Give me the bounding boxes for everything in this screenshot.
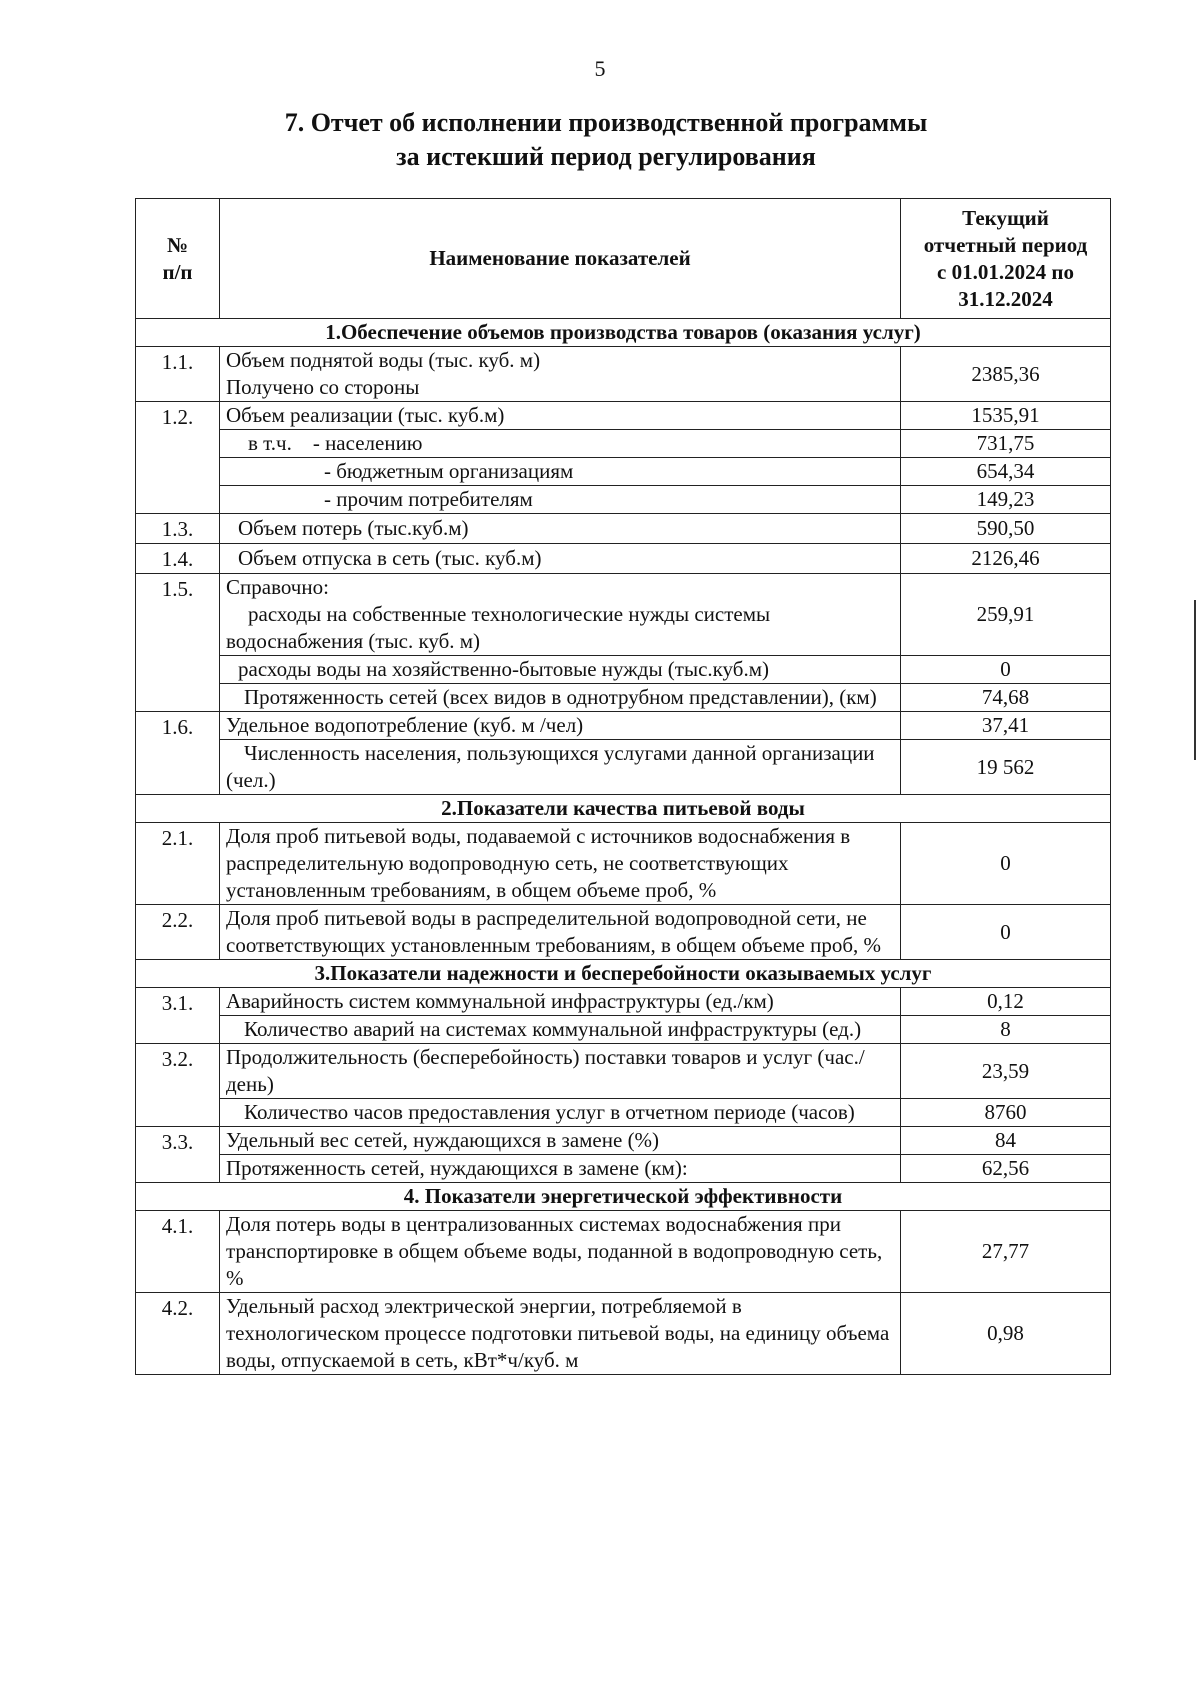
row-name: - прочим потребителям	[220, 486, 901, 514]
row-value: 84	[901, 1127, 1111, 1155]
table-row	[136, 544, 1111, 574]
row-name: Протяженность сетей, нуждающихся в замене (км):	[220, 1155, 901, 1183]
section-row	[136, 795, 1111, 823]
row-name: Удельное водопотребление (куб. м /чел)	[220, 712, 901, 740]
row-name: Объем потерь (тыс.куб.м)	[220, 514, 901, 544]
section-title-3: 3.Показатели надежности и бесперебойности оказываемых услуг	[136, 960, 1111, 988]
row-value: 0	[901, 905, 1111, 960]
row-number: 3.1.	[136, 988, 220, 1044]
row-name	[220, 347, 901, 402]
row-value: 8760	[901, 1099, 1111, 1127]
table-row	[136, 1016, 1111, 1044]
row-number: 1.4.	[136, 544, 220, 574]
section-row	[136, 319, 1111, 347]
table-row	[136, 347, 1111, 402]
row-value: 74,68	[901, 684, 1111, 712]
row-value: 0,98	[901, 1293, 1111, 1375]
row-value: 2385,36	[901, 347, 1111, 402]
section-title-1: 1.Обеспечение объемов производства товаров (оказания услуг)	[136, 319, 1111, 347]
row-value: 62,56	[901, 1155, 1111, 1183]
row-name: Количество часов предоставления услуг в отчетном периоде (часов)	[220, 1099, 901, 1127]
table-row	[136, 1127, 1111, 1155]
row-value: 23,59	[901, 1044, 1111, 1099]
row-number: 4.2.	[136, 1293, 220, 1375]
table-row	[136, 905, 1111, 960]
row-name: Удельный вес сетей, нуждающихся в замене (%)	[220, 1127, 901, 1155]
table-row	[136, 430, 1111, 458]
row-value: 8	[901, 1016, 1111, 1044]
table-row	[136, 1044, 1111, 1099]
row-value: 149,23	[901, 486, 1111, 514]
table-row	[136, 988, 1111, 1016]
row-value: 1535,91	[901, 402, 1111, 430]
row-value: 37,41	[901, 712, 1111, 740]
table-row	[136, 1155, 1111, 1183]
table-row	[136, 823, 1111, 905]
row-name-line: Объем поднятой воды (тыс. куб. м)	[226, 348, 541, 372]
title-line-2: за истекший период регулирования	[396, 142, 816, 171]
document-title	[0, 106, 1200, 174]
table-row	[136, 740, 1111, 795]
row-name-line: расходы на собственные технологические нужды системы водоснабжения (тыс. куб. м)	[226, 602, 771, 653]
row-value: 19 562	[901, 740, 1111, 795]
row-name: расходы воды на хозяйственно-бытовые нужды (тыс.куб.м)	[220, 656, 901, 684]
section-title-2: 2.Показатели качества питьевой воды	[136, 795, 1111, 823]
page-number: 5	[594, 56, 606, 81]
header-number-symbol: №	[166, 232, 189, 257]
table-row	[136, 574, 1111, 656]
scan-edge-line	[1194, 600, 1196, 760]
row-number: 2.2.	[136, 905, 220, 960]
row-value: 590,50	[901, 514, 1111, 544]
row-name-line: Справочно:	[226, 575, 329, 599]
row-value: 0	[901, 656, 1111, 684]
table-header	[136, 199, 1111, 319]
header-period-line: 31.12.2024	[958, 286, 1053, 311]
table-row	[136, 1293, 1111, 1375]
header-number-label: п/п	[162, 259, 193, 284]
section-title-4: 4. Показатели энергетической эффективности	[136, 1183, 1111, 1211]
row-name	[220, 574, 901, 656]
header-number	[136, 199, 220, 319]
table-row	[136, 684, 1111, 712]
row-value: 2126,46	[901, 544, 1111, 574]
row-name: Доля проб питьевой воды, подаваемой с источников водоснабжения в распределительную водопроводную сеть, не соответствующих установленным требованиям, в общем объеме проб, %	[220, 823, 901, 905]
production-program-table	[135, 198, 1111, 1375]
table-row	[136, 402, 1111, 430]
row-value: 259,91	[901, 574, 1111, 656]
row-value: 0,12	[901, 988, 1111, 1016]
table-row	[136, 486, 1111, 514]
table-row	[136, 1211, 1111, 1293]
row-number: 1.3.	[136, 514, 220, 544]
row-name: Доля проб питьевой воды в распределительной водопроводной сети, не соответствующих установленным требованиям, в общем объеме проб, %	[220, 905, 901, 960]
row-value: 731,75	[901, 430, 1111, 458]
header-name: Наименование показателей	[220, 199, 901, 319]
row-name-line: Получено со стороны	[226, 375, 420, 399]
row-number: 1.1.	[136, 347, 220, 402]
row-number: 1.5.	[136, 574, 220, 712]
row-name: Доля потерь воды в централизованных системах водоснабжения при транспортировке в общем объеме воды, поданной в водопроводную сеть, %	[220, 1211, 901, 1293]
row-number: 4.1.	[136, 1211, 220, 1293]
row-number: 2.1.	[136, 823, 220, 905]
header-period-line: отчетный период	[923, 232, 1088, 257]
table-row	[136, 656, 1111, 684]
header-period	[901, 199, 1111, 319]
title-line-1: 7. Отчет об исполнении производственной программы	[284, 108, 928, 137]
row-value: 654,34	[901, 458, 1111, 486]
row-name: Протяженность сетей (всех видов в однотрубном представлении), (км)	[220, 684, 901, 712]
table-row	[136, 458, 1111, 486]
row-name: Численность населения, пользующихся услугами данной организации (чел.)	[220, 740, 901, 795]
row-number: 3.3.	[136, 1127, 220, 1183]
row-name: Аварийность систем коммунальной инфраструктуры (ед./км)	[220, 988, 901, 1016]
row-value: 0	[901, 823, 1111, 905]
row-name: Количество аварий на системах коммунальной инфраструктуры (ед.)	[220, 1016, 901, 1044]
row-number: 1.6.	[136, 712, 220, 795]
table-row	[136, 712, 1111, 740]
table-row	[136, 514, 1111, 544]
row-name: Продолжительность (бесперебойность) поставки товаров и услуг (час./день)	[220, 1044, 901, 1099]
section-row	[136, 1183, 1111, 1211]
row-name: - бюджетным организациям	[220, 458, 901, 486]
table-row	[136, 1099, 1111, 1127]
row-value: 27,77	[901, 1211, 1111, 1293]
row-number: 3.2.	[136, 1044, 220, 1127]
header-period-line: Текущий	[962, 205, 1049, 230]
section-row	[136, 960, 1111, 988]
row-number: 1.2.	[136, 402, 220, 514]
header-period-line: с 01.01.2024 по	[937, 259, 1074, 284]
row-name: Удельный расход электрической энергии, потребляемой в технологическом процессе подготовки питьевой воды, на единицу объема воды, отпускаемой в сеть, кВт*ч/куб. м	[220, 1293, 901, 1375]
row-name: в т.ч. - населению	[220, 430, 901, 458]
row-name: Объем отпуска в сеть (тыс. куб.м)	[220, 544, 901, 574]
row-name: Объем реализации (тыс. куб.м)	[220, 402, 901, 430]
